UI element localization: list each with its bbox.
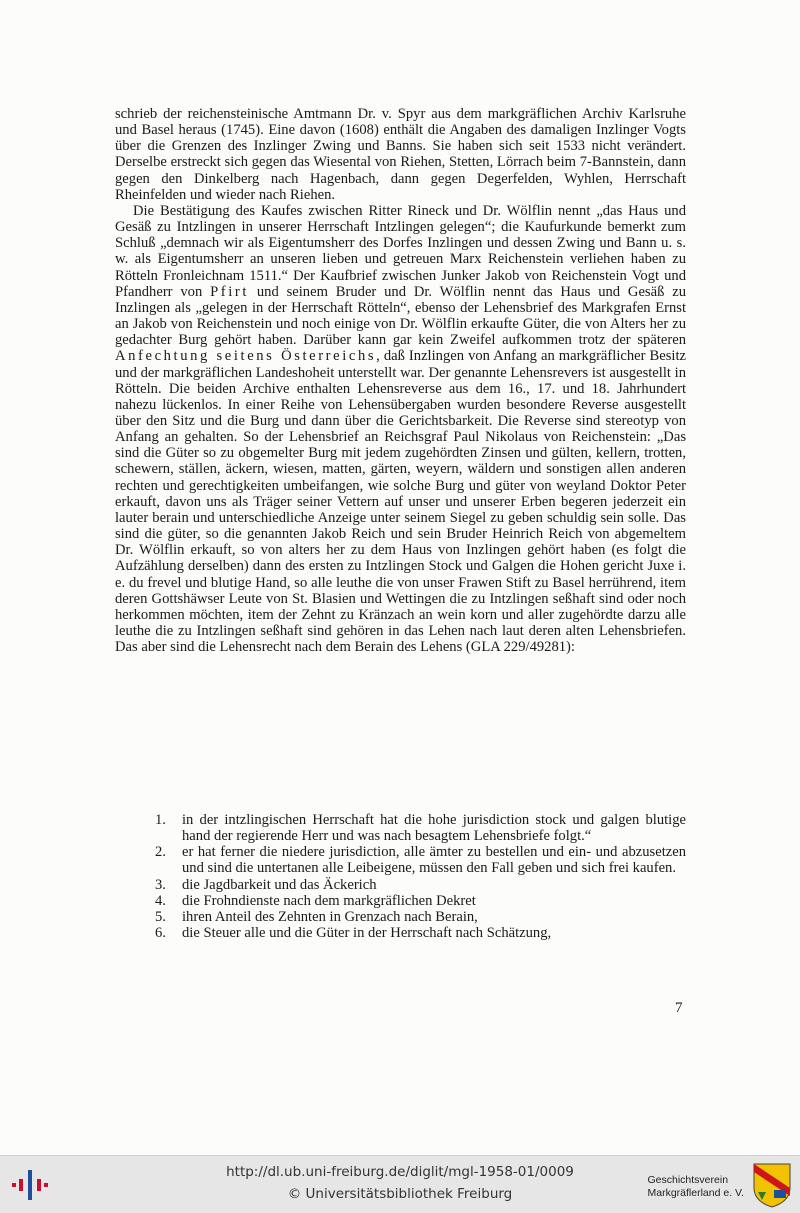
list-number: 5. <box>155 908 166 925</box>
list-item <box>155 812 686 844</box>
text-run: und seinem Bruder und Dr. Wölflin nennt das Haus und Gesäß zu Inzlingen als „gelegen in der Herrschaft Rötteln“, ebenso der Lehensbrief des Markgrafen Ernst an Jakob von Reichenstein und noch einige von Dr. Wölflin erkaufte Güter, die von Alters her zu gedachter Burg gehört haben. Darüber kann gar kein Zweifel aufkommen trotz der späteren <box>115 283 686 349</box>
body-text <box>115 106 686 655</box>
list-text: in der intzlingischen Herrschaft hat die hohe jurisdiction stock und galgen blutige hand der regierende Herr und was nach besagtem Lehensbriefe folgt.“ <box>182 812 686 845</box>
spaced-text: Anfechtung seitens Österreichs <box>115 348 377 365</box>
list-number: 4. <box>155 892 166 909</box>
list-text: ihren Anteil des Zehnten in Grenzach nach Berain, <box>182 908 478 925</box>
footer-bar <box>0 1155 800 1213</box>
list-text: er hat ferner die niedere jurisdiction, alle ämter zu bestellen und ein- und abzusetzen und sind die untertanen alle Leibeigene, müssen den Fall geben und sich frei kaufen. <box>182 844 686 877</box>
list-text: die Steuer alle und die Güter in der Herrschaft nach Schätzung, <box>182 925 552 942</box>
page-number: 7 <box>675 1000 683 1016</box>
list-number: 1. <box>155 812 166 828</box>
text-run: Die Bestätigung des Kaufes zwischen Ritter Rineck und Dr. Wölflin nennt „das Haus und Gesäß zu Intzlingen in unserer Herrschaft Intzlingen gelegen“; die Kaufurkunde bemerkt zum Schluß „demnach wir als Eigentumsherr des Dorfes Inzlingen und dessen Zwing und Bann u. s. w. als Eigentumsherr an unseren lieben und getreuen Marx Reichenstein verliehen haben zu Rötteln Fronleichnam 1511.“ Der Kaufbrief zwischen Junker Jakob von Reichenstein Vogt und Pfandherr von <box>115 202 686 300</box>
list-number: 2. <box>155 844 166 861</box>
list-item <box>155 925 686 941</box>
spaced-text: Pfirt <box>210 283 250 300</box>
paragraph <box>115 203 686 655</box>
list-text: die Frohndienste nach dem markgräflichen Dekret <box>182 892 476 909</box>
footer-copyright: © Universitätsbibliothek Freiburg <box>287 1186 513 1202</box>
footer-url-link[interactable]: http://dl.ub.uni-freiburg.de/diglit/mgl-1958-01/0009 <box>226 1164 574 1180</box>
list-number: 6. <box>155 925 166 942</box>
list-item <box>155 909 686 925</box>
list-number: 3. <box>155 876 166 893</box>
list-item <box>155 893 686 909</box>
numbered-list <box>155 812 686 941</box>
society-name[interactable] <box>648 1174 745 1200</box>
society-name-line: Geschichtsverein <box>647 1174 729 1186</box>
coat-of-arms-icon[interactable] <box>752 1162 792 1208</box>
list-item <box>155 877 686 893</box>
society-name-line: Markgräflerland e. V. <box>647 1187 744 1199</box>
list-item <box>155 844 686 876</box>
text-run: , daß Inzlingen von Anfang an markgräflicher Besitz und der markgräflichen Landeshoheit unterstellt war. Der genannte Lehensrevers ist ausgestellt in Rötteln. Die beiden Archive enthalten Lehensreverse aus dem 16., 17. und 18. Jahrhundert nahezu lückenlos. In einer Reihe von Lehensübergaben wurden besondere Reverse ausgestellt über den Sitz und die Burg und dann über die Gerichtsbarkeit. Die Reverse sind stereotyp von Anfang an gehalten. So der Lehensbrief an Reichsgraf Paul Nikolaus von Reichenstein: „Das sind die Güter so zu obgemelter Burg mit jedem zugehördten Zinsen und gülten, kellern, trotten, schewern, ställen, äckern, wiesen, matten, gärten, weyern, wäldern und sonstigen allen anderen rechten und gerechtigkeiten umbeifangen, wie solche Burg und güter von weyland Doktor Peter erkauft, davon uns als Träger seiner Vettern auf unser und unserer Erben begeren jederzeit ein lauter berain und unterschiedliche Anzeige unter seinem Siegel zu geben schuldig sein solle. Das sind die güter, so die genannten Jakob Reich und sein Bruder Heinrich Reich von abgemeltem Dr. Wölflin erkauft, so von alters her zu dem Haus von Inzlingen gehört haben (es folgt die Aufzählung derselben) dann des ersten zu Intzlingen Stock und Galgen die Hohen gericht Juxe i. e. du frevel und blutige Hand, so alle leuthe die von unser Frawen Stift zu Basel herrührend, item deren Gottshäwser Leute von St. Blasien und Wettingen die zu Intzlingen seßhaft sind oder noch herkommen möchten, item der Zehnt zu Kränzach an wein korn und aller zugehördte darzu alle leuthe die zu Intzlingen seßhaft sind gehören in das Lehen nach laut deren alten Lehensbriefen. Das aber sind die Lehensrecht nach dem Berain des Lehens (GLA 229/49281): <box>115 348 686 656</box>
list-text: die Jagdbarkeit und das Äckerich <box>182 876 377 893</box>
paragraph: schrieb der reichensteinische Amtmann Dr. v. Spyr aus dem markgräflichen Archiv Karlsruhe und Basel heraus (1745). Eine davon (1608) enthält die Angaben des damaligen Inzlinger Vogts über die Grenzen des Inzlinger Zwing und Banns. Sie haben sich seit 1533 nicht verändert. Derselbe erstreckt sich gegen das Wiesental von Riehen, Stetten, Lörrach beim 7-Bannstein, dann gegen den Dinkelberg nach Hagenbach, dann gegen Degerfelden, Wyhlen, Herrschaft Rheinfelden und wieder nach Riehen. <box>115 106 686 203</box>
